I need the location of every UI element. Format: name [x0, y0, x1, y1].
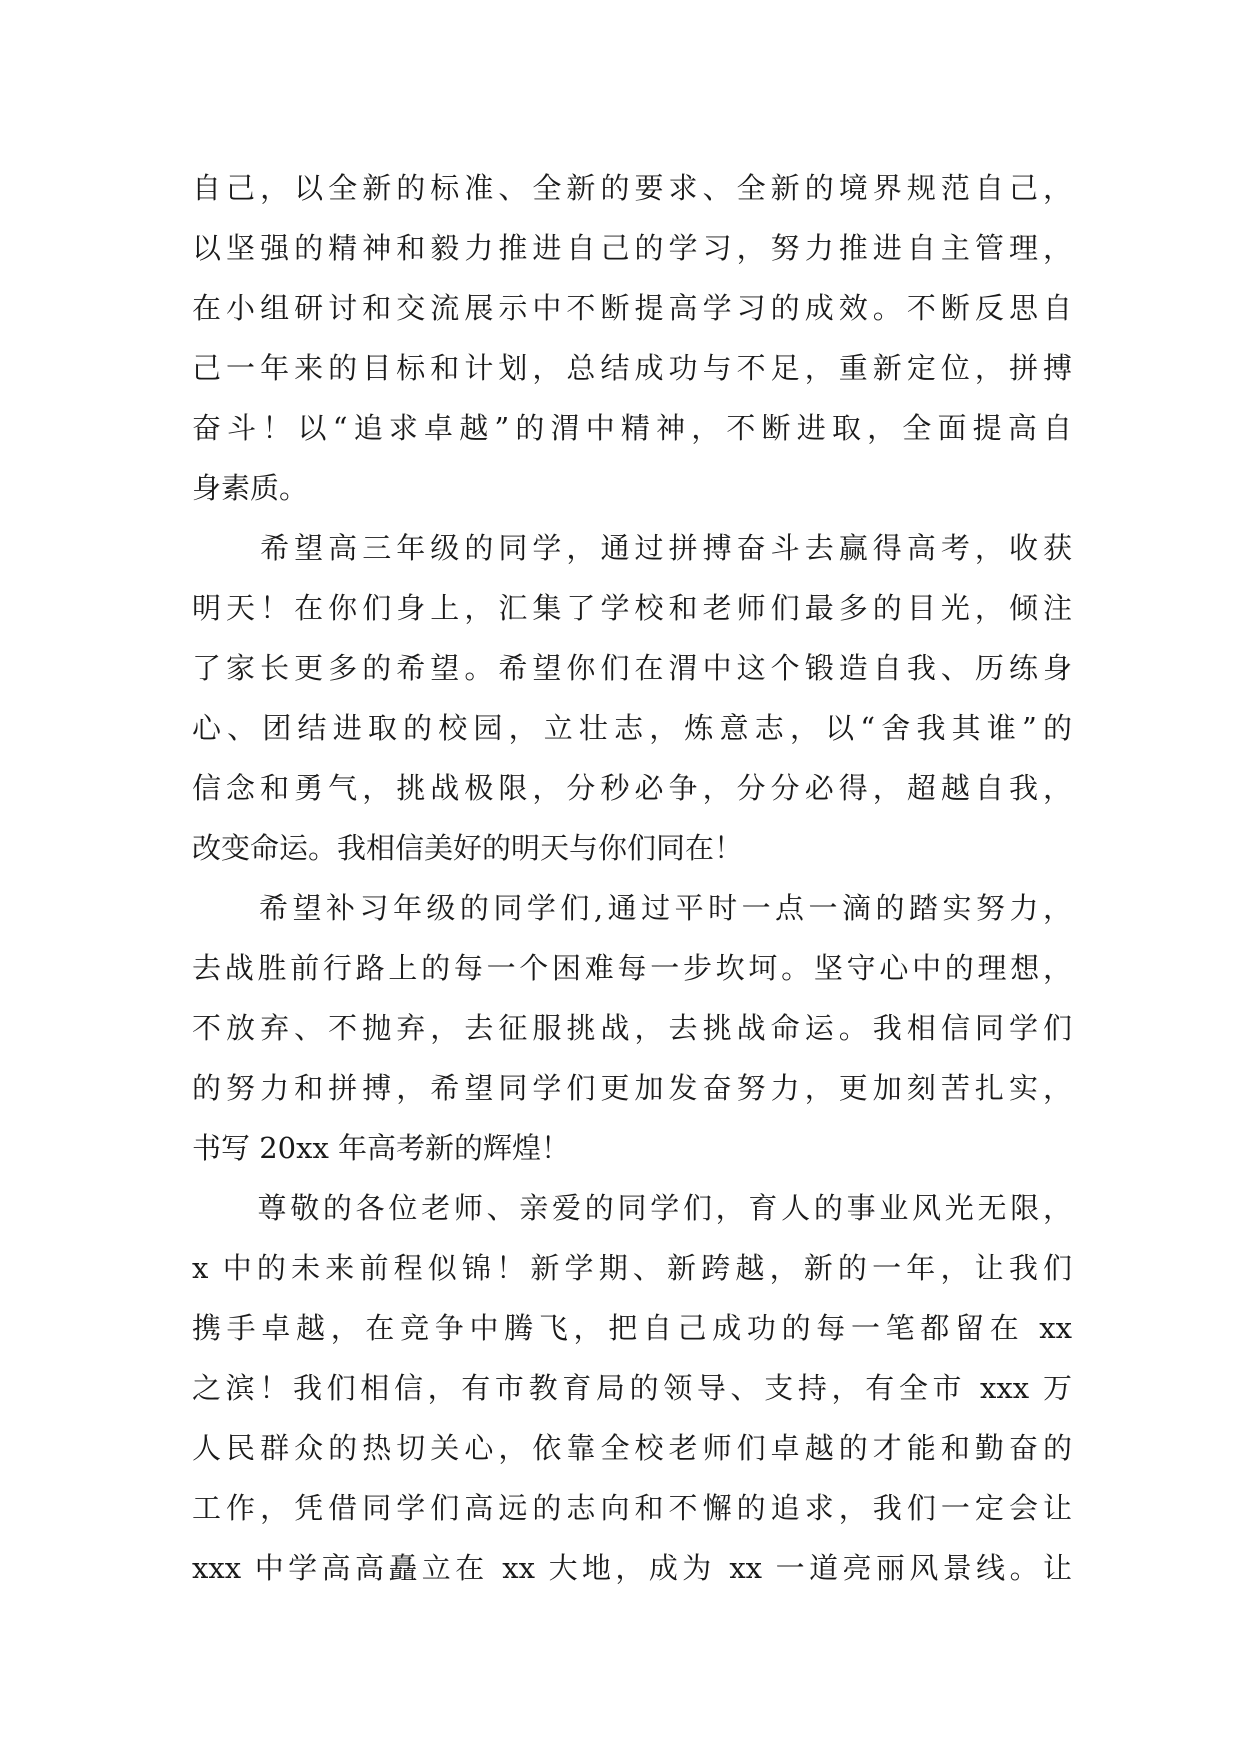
text-line: x 中的未来前程似锦！新学期、新跨越，新的一年，让我们: [192, 1251, 1072, 1285]
text-line: 了家长更多的希望。希望你们在渭中这个锻造自我、历练身: [192, 651, 1072, 685]
text-line: 在小组研讨和交流展示中不断提高学习的成效。不断反思自: [192, 291, 1072, 325]
text-line: 携手卓越，在竞争中腾飞，把自己成功的每一笔都留在 xx: [192, 1311, 1072, 1345]
text-line: 奋斗！以“追求卓越”的渭中精神，不断进取，全面提高自: [192, 411, 1072, 445]
text-line: 不放弃、不抛弃，去征服挑战，去挑战命运。我相信同学们: [192, 1011, 1072, 1045]
text-line: xxx 中学高高矗立在 xx 大地，成为 xx 一道亮丽风景线。让: [192, 1551, 1072, 1585]
text-line: 以坚强的精神和毅力推进自己的学习，努力推进自主管理，: [192, 231, 1072, 265]
text-line: 改变命运。我相信美好的明天与你们同在！: [192, 831, 744, 865]
text-line: 工作，凭借同学们高远的志向和不懈的追求，我们一定会让: [192, 1491, 1072, 1525]
text-line: 自己，以全新的标准、全新的要求、全新的境界规范自己，: [192, 171, 1072, 205]
paragraph-start-line: 希望补习年级的同学们,通过平时一点一滴的踏实努力，: [192, 891, 1072, 925]
text-line: 之滨！我们相信，有市教育局的领导、支持，有全市 xxx 万: [192, 1371, 1072, 1405]
text-line: 身素质。: [192, 471, 309, 505]
text-line: 人民群众的热切关心，依靠全校老师们卓越的才能和勤奋的: [192, 1431, 1072, 1465]
text-line: 书写 20xx 年高考新的辉煌！: [192, 1131, 571, 1165]
paragraph-start-line: 尊敬的各位老师、亲爱的同学们，育人的事业风光无限，: [192, 1191, 1072, 1225]
body-text: [192, 158, 1072, 1598]
paragraph-start-line: 希望高三年级的同学，通过拼搏奋斗去赢得高考，收获: [192, 531, 1072, 565]
text-line: 去战胜前行路上的每一个困难每一步坎坷。坚守心中的理想，: [192, 951, 1072, 985]
text-line: 信念和勇气，挑战极限，分秒必争，分分必得，超越自我，: [192, 771, 1072, 805]
text-line: 心、团结进取的校园，立壮志，炼意志，以“舍我其谁”的: [192, 711, 1072, 745]
text-line: 己一年来的目标和计划，总结成功与不足，重新定位，拼搏: [192, 351, 1072, 385]
text-line: 明天！在你们身上，汇集了学校和老师们最多的目光，倾注: [192, 591, 1072, 625]
text-line: 的努力和拼搏，希望同学们更加发奋努力，更加刻苦扎实，: [192, 1071, 1072, 1105]
